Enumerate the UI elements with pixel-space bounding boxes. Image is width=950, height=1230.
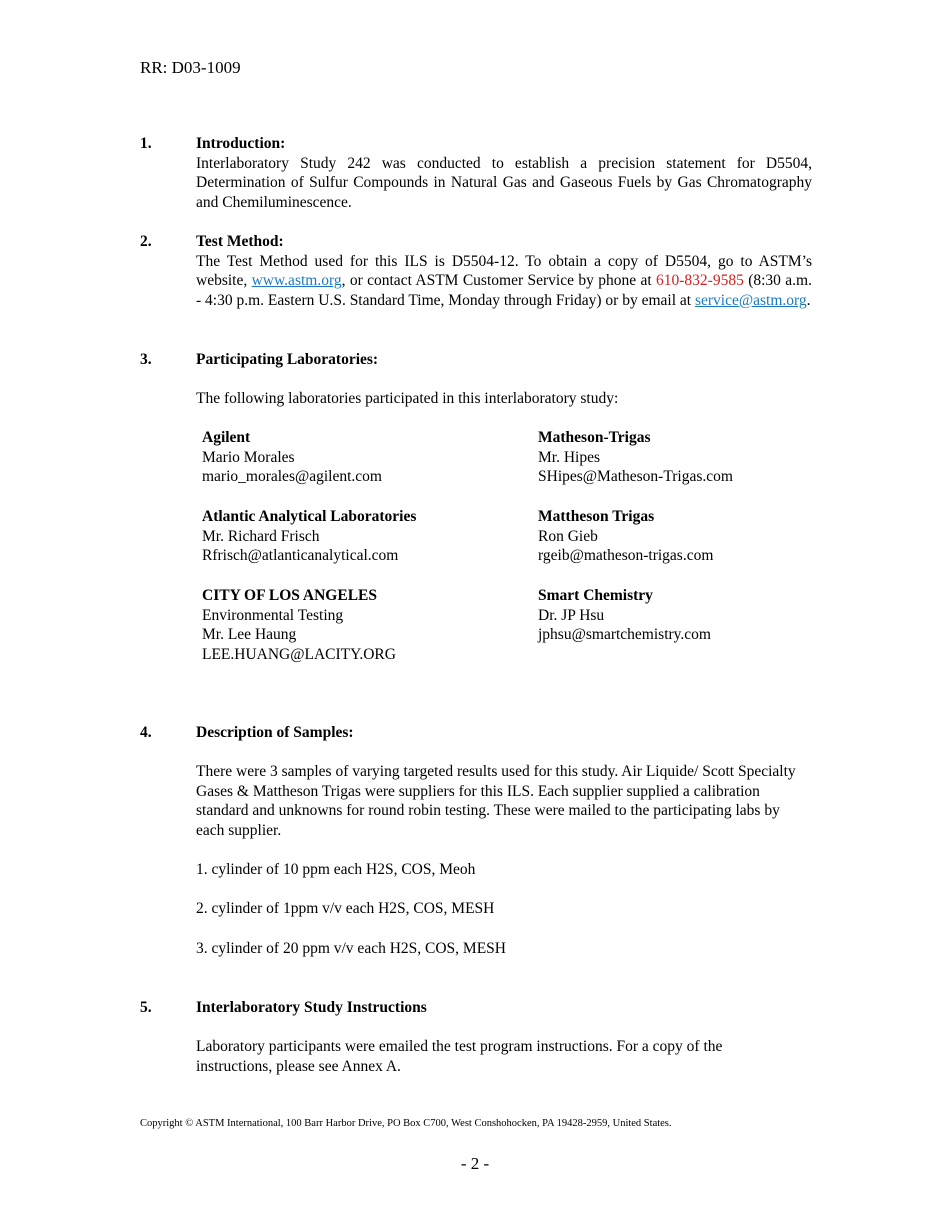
document-id: RR: D03-1009 — [140, 58, 241, 77]
lab-name: Matheson-Trigas — [538, 429, 651, 446]
method-text-4: . — [806, 291, 811, 309]
lab-contact: Ron Gieb — [538, 527, 598, 545]
lab-email: rgeib@matheson-trigas.com — [538, 547, 714, 565]
section-text: Interlaboratory Study 242 was conducted to establish a precision statement for D5504, Determination of Sulfur Compounds in Natural Gas and Gaseous Fuels by Gas Chromatography and Chemiluminescence. — [196, 154, 812, 211]
lab-entry — [202, 586, 522, 664]
lab-entry — [202, 428, 522, 487]
section-number: 3. — [140, 351, 152, 368]
lab-entry — [538, 586, 858, 645]
method-text-2: , or contact ASTM Customer Service by phone at — [341, 272, 657, 290]
lab-entry — [202, 507, 522, 566]
lab-email: SHipes@Matheson-Trigas.com — [538, 468, 733, 486]
labs-intro-text: The following laboratories participated in this interlaboratory study: — [196, 390, 619, 407]
sample-item: 2. cylinder of 1ppm v/v each H2S, COS, MESH — [196, 900, 495, 917]
lab-email: LEE.HUANG@LACITY.ORG — [202, 645, 396, 663]
lab-contact: Mr. Hipes — [538, 448, 600, 466]
sample-item: 3. cylinder of 20 ppm v/v each H2S, COS, MESH — [196, 940, 506, 957]
section-title: Participating Laboratories: — [196, 351, 379, 368]
lab-entry — [538, 507, 858, 566]
lab-contact: Mario Morales — [202, 448, 295, 466]
section-participating-laboratories — [140, 350, 812, 370]
section-description-of-samples — [140, 723, 812, 743]
method-text-1: The Test Method used for this ILS is D5504-12. To obtain a copy of D5504, go to ASTM’s website, — [196, 252, 812, 290]
lab-email: Rfrisch@atlanticanalytical.com — [202, 547, 399, 565]
section-number: 2. — [140, 233, 152, 250]
method-text-3: (8:30 a.m. - 4:30 p.m. Eastern U.S. Standard Time, Monday through Friday) or by email at — [196, 272, 812, 309]
lab-department: Environmental Testing — [202, 606, 344, 624]
section-study-instructions — [140, 998, 812, 1018]
lab-name: Smart Chemistry — [538, 587, 653, 604]
astm-website-link[interactable]: www.astm.org — [251, 272, 342, 290]
lab-name: Agilent — [202, 429, 251, 446]
lab-contact: Mr. Lee Haung — [202, 626, 297, 644]
lab-name: Atlantic Analytical Laboratories — [202, 508, 417, 525]
lab-email: jphsu@smartchemistry.com — [538, 626, 711, 644]
lab-entry — [538, 428, 858, 487]
section-number: 1. — [140, 135, 152, 152]
phone-number: 610-832-9585 — [656, 272, 744, 290]
lab-name: Mattheson Trigas — [538, 508, 655, 525]
section-title: Description of Samples: — [196, 724, 354, 741]
section-number: 4. — [140, 724, 152, 741]
section-title: Interlaboratory Study Instructions — [196, 999, 427, 1016]
section-number: 5. — [140, 999, 152, 1016]
lab-email: mario_morales@agilent.com — [202, 468, 382, 486]
service-email-link[interactable]: service@astm.org — [694, 291, 807, 309]
instructions-text: Laboratory participants were emailed the test program instructions. For a copy of the instructions, please see Annex A. — [196, 1038, 723, 1075]
lab-contact: Dr. JP Hsu — [538, 606, 605, 624]
copyright-footer: Copyright © ASTM International, 100 Barr Harbor Drive, PO Box C700, West Conshohocken, PA 19428-2959, United States. — [140, 1118, 672, 1129]
samples-text: There were 3 samples of varying targeted results used for this study. Air Liquide/ Scott Specialty Gases & Mattheson Trigas were suppliers for this ILS. Each supplier supplied a calibration standard and unknowns for round robin testing. These were mailed to the participating labs by each supplier. — [196, 763, 796, 839]
section-introduction — [140, 134, 812, 212]
lab-name: CITY OF LOS ANGELES — [202, 587, 377, 604]
section-title: Test Method: — [196, 233, 284, 250]
lab-contact: Mr. Richard Frisch — [202, 527, 320, 545]
section-test-method — [140, 232, 812, 310]
page-number: - 2 - — [460, 1154, 490, 1173]
sample-item: 1. cylinder of 10 ppm each H2S, COS, Meoh — [196, 861, 476, 878]
section-text — [196, 252, 812, 311]
section-title: Introduction: — [196, 135, 286, 152]
